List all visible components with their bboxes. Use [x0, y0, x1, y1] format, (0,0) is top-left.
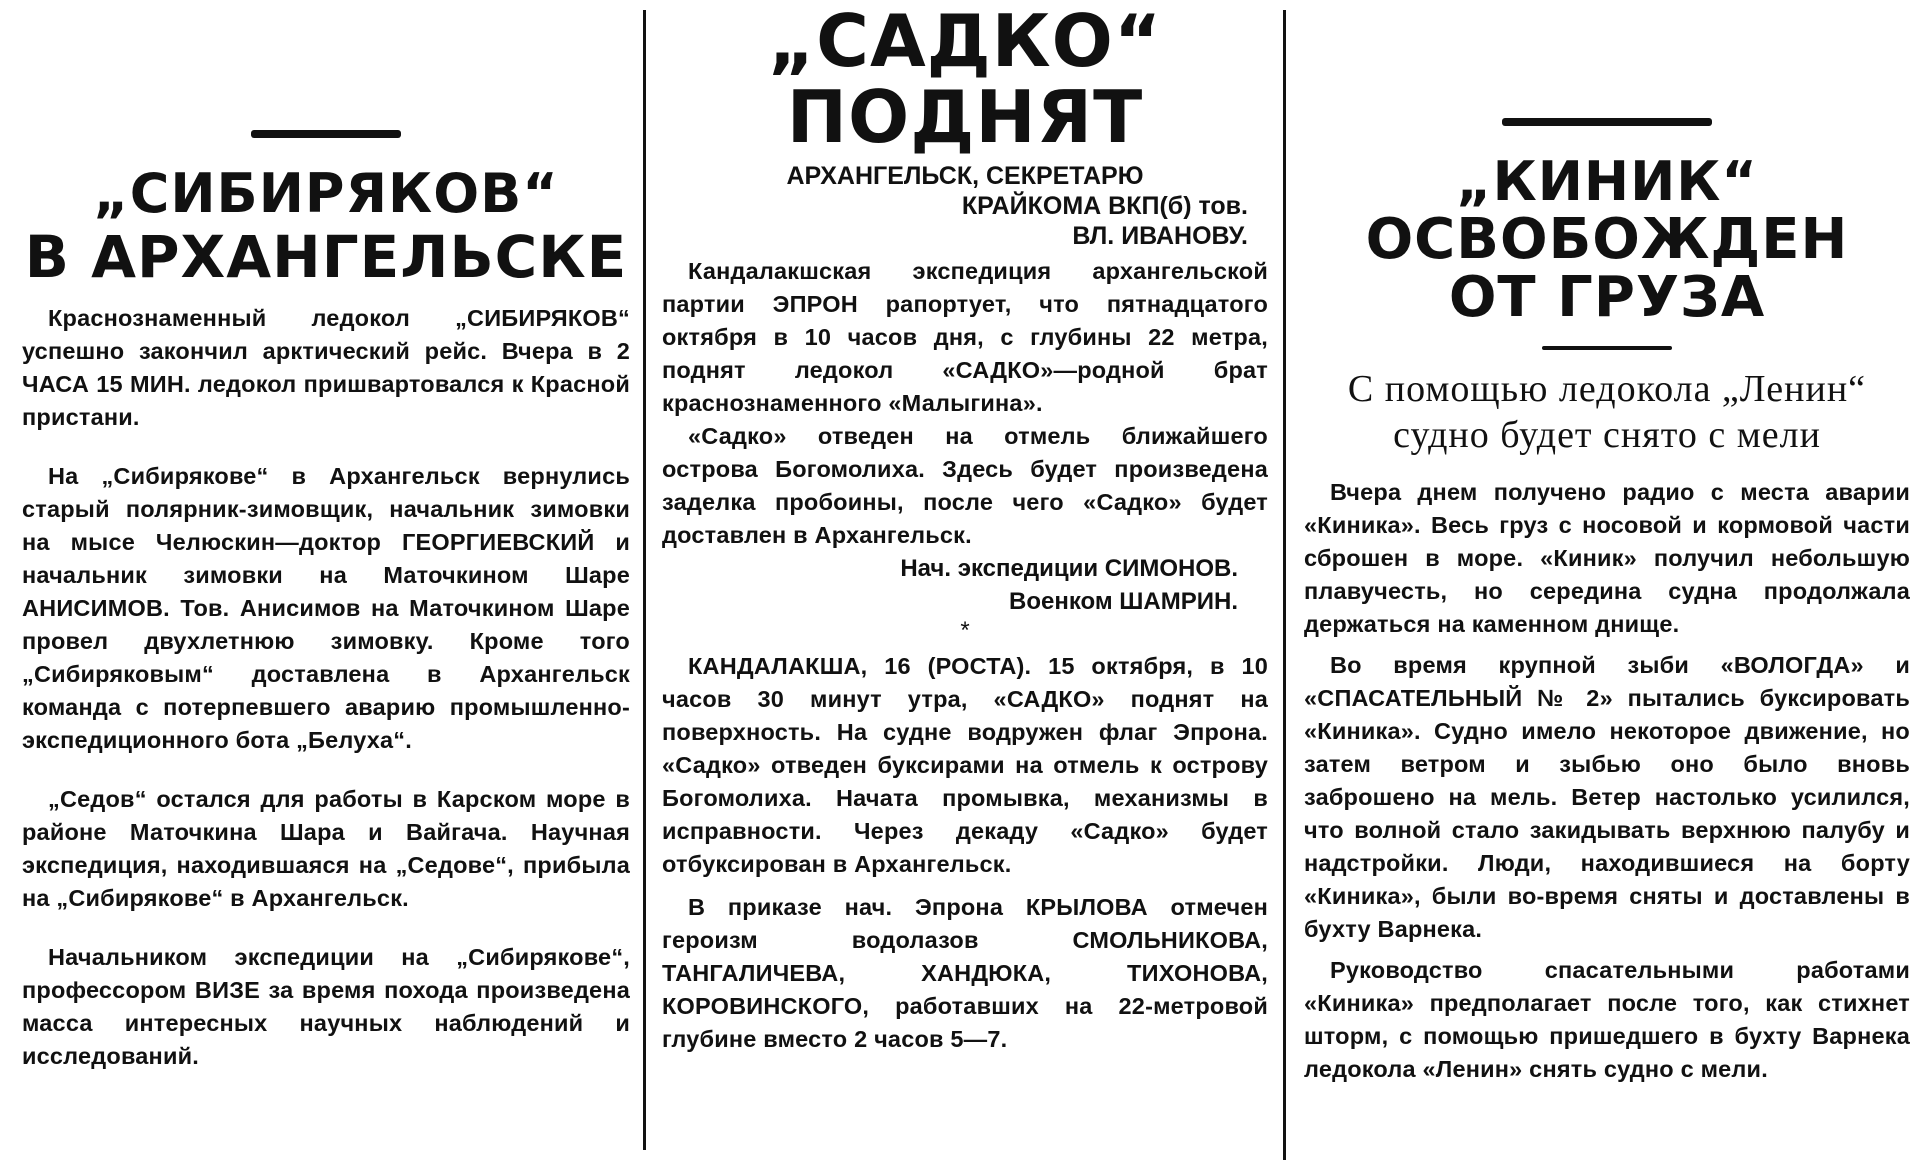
article-kinik [1290, 0, 1930, 1176]
subheadline: судно будет снято с мели [1393, 414, 1821, 457]
article-sadko [650, 0, 1280, 1176]
article-paragraph: «Садко» отведен на отмель ближайшего острова Богомолиха. Здесь будет произведена заделка пробоины, после чего «Садко» будет доставлен в Архангельск. [662, 423, 1268, 549]
separator-star: * [960, 617, 970, 645]
headline-line: В АРХАНГЕЛЬСКЕ [24, 222, 628, 291]
headline-line: „САДКО“ [767, 0, 1163, 83]
headline-line: „СИБИРЯКОВ“ [93, 162, 559, 225]
article-paragraph: На „Сибирякове“ в Архангельск вернулись старый полярник-зимовщик, начальник зимовки на мысе Челюскин—доктор ГЕОРГИЕВСКИЙ и начальник зимовки на Маточкином Шаре АНИСИМОВ. Тов. Анисимов на Маточкином Шаре провел двухлетнюю зимовку. Кроме того „Сибиряковым“ доставлена в Архангельск команда с потерпевшего аварию промышленно-экспедиционного бота „Белуха“. [22, 462, 630, 753]
headline-line: „КИНИК“ [1456, 150, 1758, 213]
headline-rule [1502, 118, 1712, 126]
article-paragraph: Руководство спасательными работами «Киника» предполагает после того, как стихнет шторм, с помощью пришедшего в бухту Варнека ледокола «Ленин» снять судно с мели. [1304, 957, 1910, 1083]
headline-line: ОСВОБОЖДЕН [1365, 206, 1849, 272]
article-paragraph: Краснознаменный ледокол „СИБИРЯКОВ“ успешно закончил арктический рейс. Вчера в 2 ЧАСА 15 МИН. ледокол пришвартовался к Красной пристани. [22, 304, 630, 430]
address-line: ВЛ. ИВАНОВУ. [1072, 222, 1248, 251]
article-paragraph: „Седов“ остался для работы в Карском море в районе Маточкина Шара и Вайгача. Научная экспедиция, находившаяся на „Седове“, прибыла на „Сибирякове“ в Архангельск. [22, 785, 630, 911]
column-divider [1283, 10, 1286, 1160]
article-paragraph: КАНДАЛАКША, 16 (РОСТА). 15 октября, в 10 часов 30 минут утра, «САДКО» поднят на поверхность. На судне водружен флаг Эпрона. «Садко» отведен буксирами на отмель к острову Богомолиха. Начата промывка, механизмы в исправности. Через декаду «Садко» будет отбуксирован в Архангельск. [662, 653, 1268, 878]
headline-rule [251, 130, 401, 138]
address-line: АРХАНГЕЛЬСК, СЕКРЕТАРЮ [786, 162, 1144, 191]
column-divider [643, 10, 646, 1150]
signature: Нач. экспедиции СИМОНОВ. [900, 555, 1238, 583]
headline-line: ПОДНЯТ [786, 74, 1144, 159]
subhead-rule [1542, 346, 1672, 350]
address-line: КРАЙКОМА ВКП(б) тов. [961, 192, 1248, 221]
signature: Военком ШАМРИН. [1009, 588, 1238, 616]
article-sibiryakov [0, 0, 640, 1176]
subheadline: С помощью ледокола „Ленин“ [1347, 368, 1867, 411]
telegram-address [662, 161, 1268, 251]
article-paragraph: Кандалакшская экспедиция архангельской партии ЭПРОН рапортует, что пятнадцатого октября в 10 часов дня, с глубины 22 метра, поднят ледокол «САДКО»—родной брат краснознаменного «Малыгина». [662, 258, 1268, 417]
article-paragraph: Вчера днем получено радио с места аварии «Киника». Весь груз с носовой и кормовой части сброшен в море. «Киник» получил небольшую плавучесть, но середина судна продолжала держаться на каменном днище. [1304, 479, 1910, 638]
headline-line: ОТ ГРУЗА [1448, 265, 1766, 331]
article-paragraph: В приказе нач. Эпрона КРЫЛОВА отмечен героизм водолазов СМОЛЬНИКОВА, ТАНГАЛИЧЕВА, ХАНДЮКА, ТИХОНОВА, КОРОВИНСКОГО, работавших на 22-метровой глубине вместо 2 часов 5—7. [662, 894, 1268, 1053]
article-paragraph: Во время крупной зыби «ВОЛОГДА» и «СПАСАТЕЛЬНЫЙ № 2» пытались буксировать «Киника». Судно имело некоторое движение, но затем ветром и зыбью оно было вновь заброшено на мель. Ветер настолько усилился, что волной стало закидывать верхнюю палубу и надстройки. Люди, находившиеся на борту «Киника», были во-время сняты и доставлены в бухту Варнека. [1304, 652, 1910, 943]
article-paragraph: Начальником экспедиции на „Сибирякове“, профессором ВИЗЕ за время похода произведена масса интересных научных наблюдений и исследований. [22, 943, 630, 1069]
